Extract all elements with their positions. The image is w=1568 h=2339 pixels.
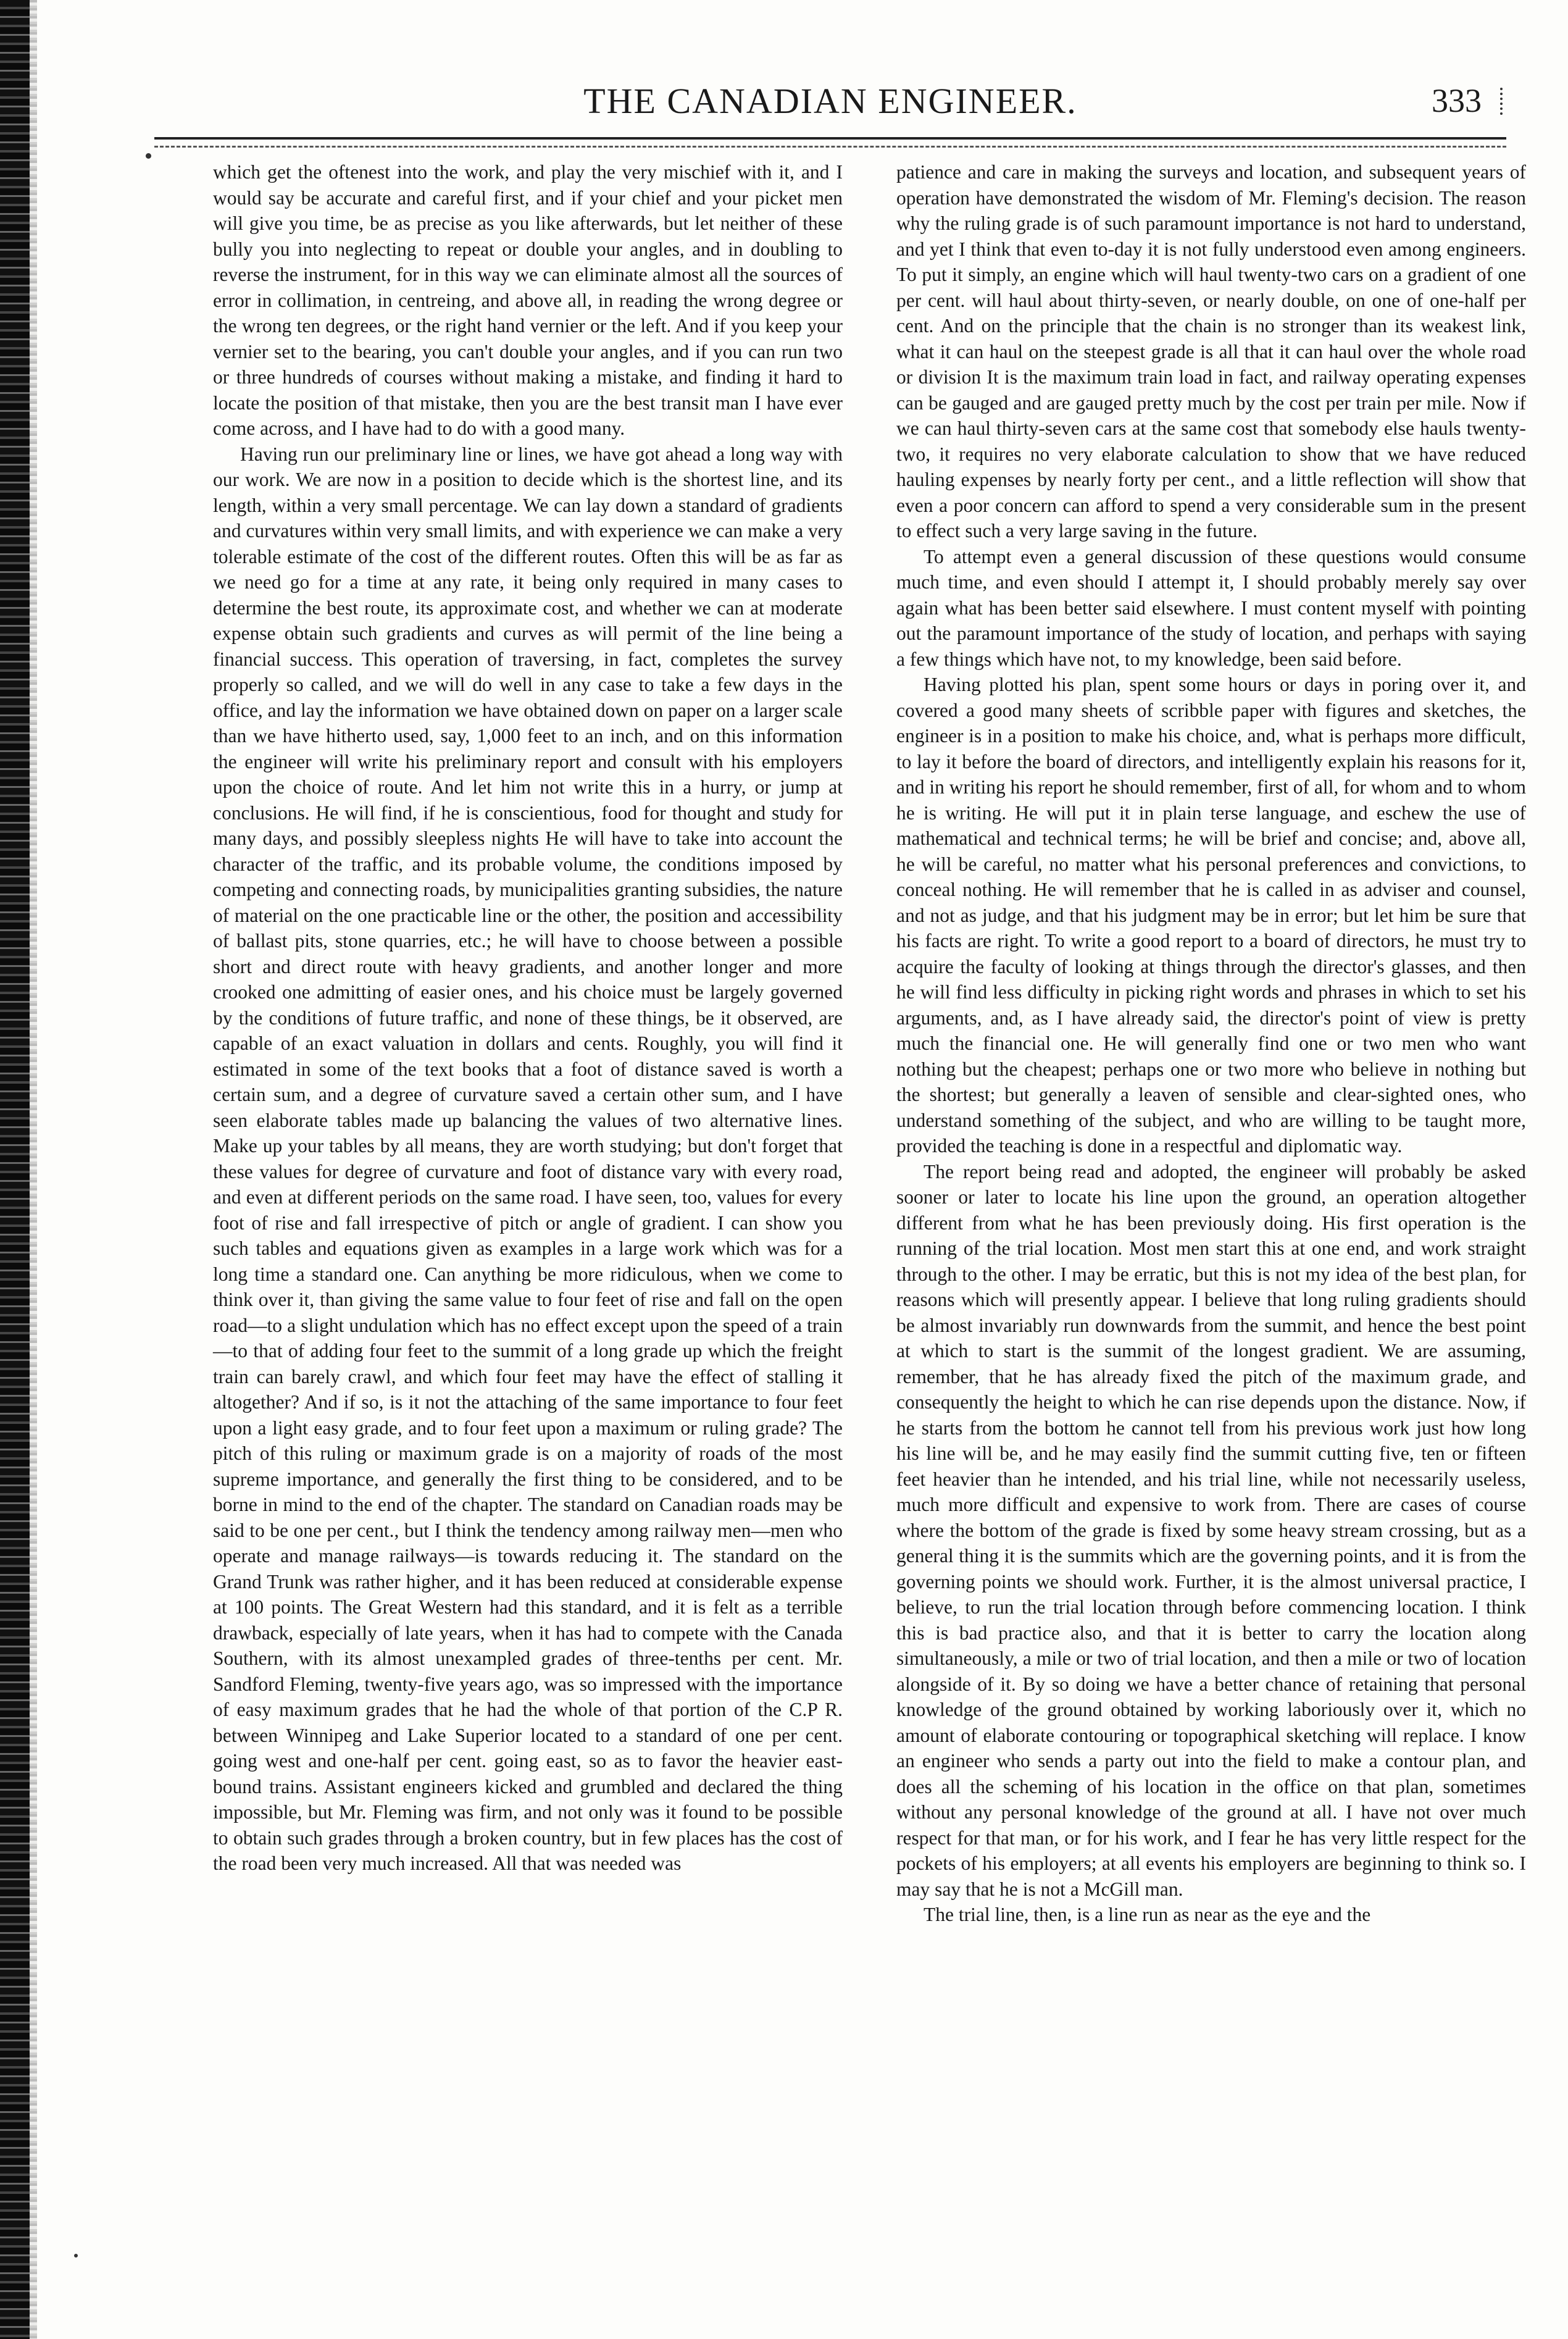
paragraph: The trial line, then, is a line run as near as the eye and the <box>924 1904 1371 1925</box>
header-rule <box>154 137 1506 140</box>
page-gutter-shadow <box>30 0 37 2339</box>
paragraph: which get the oftenest into the work, and play the very mischief with it, and I would say be accurate and careful first, and if your chief and your picket men will give you time, be as precise as you like afterwards, but let neither of these bully you into neglecting to repeat or double your angles, and in doubling to reverse the instrument, for in this way we can eliminate almost all the sources of error in collimation, in centreing, and above all, in reading the wrong degree or the wrong ten degrees, or the right hand vernier or the left. And if you keep your vernier set to the bearing, you can't double your angles, and if you can run two or three hundreds of courses without making a mistake, and finding it hard to locate the position of that mistake, then you are the best transit man I have ever come across, and I have had to do with a good many. <box>213 161 843 439</box>
paragraph: patience and care in making the surveys and location, and subsequent years of operation have demonstrated the wisdom of Mr. Fleming's decision. The reason why the ruling grade is of such paramount importance is not hard to understand, and yet I think that even to-day it is not fully understood even among engineers. To put it simply, an engine which will haul twenty-two cars on a gradient of one per cent. will haul about thirty-seven, or nearly double, on one of one-half per cent. And on the principle that the chain is no stronger than its weakest link, what it can haul on the steepest grade is all that it can haul over the whole road or division It is the maximum train load in fact, and railway operating expenses can be gauged and are gauged pretty much by the cost per train per mile. Now if we can haul thirty-seven cars at the same cost that somebody else hauls twenty-two, it requires no very elaborate calculation to show that we have reduced hauling expenses by nearly forty per cent., and a little reflection will show that even a poor concern can afford to spend a very considerable sum in the present to effect such a very large saving in the future. <box>896 161 1526 542</box>
margin-mark <box>1500 88 1506 115</box>
paragraph: To attempt even a general discussion of these questions would consume much time, and even should I attempt it, I should probably merely say over again what has been better said elsewhere. I must content myself with pointing out the paramount importance of the study of location, and perhaps with saying a few things which have not, to my knowledge, been said before. <box>896 545 1526 670</box>
running-header <box>154 79 1506 132</box>
stray-mark <box>146 153 151 159</box>
stray-mark <box>74 2254 78 2257</box>
paragraph: Having plotted his plan, spent some hours or days in poring over it, and covered a good many sheets of scribble paper with figures and sketches, the engineer is in a position to make his choice, and, what is perhaps more difficult, to lay it before the board of directors, and intelligently explain his reasons for it, and in writing his report he should remember, first of all, for whom and to whom he is writing. He will put it in plain terse language, and eschew the use of mathematical and technical terms; he will be brief and concise; and, above all, he will be careful, no matter what his personal preferences and convictions, to conceal nothing. He will remember that he is called in as adviser and counsel, and not as judge, and that his judgment may be in error; but let him be sure that his facts are right. To write a good report to a board of directors, he must try to acquire the faculty of looking at things through the director's glasses, and then he will find less difficulty in picking right words and phrases in which to set his arguments, and, as I have already said, the director's point of view is pretty much the financial one. He will generally find one or two men who want nothing but the cheapest; perhaps one or two more who believe in nothing but the shortest; but generally a leaven of sensible and clear-sighted ones, who understand something of the subject, and who are willing to be taught more, provided the teaching is done in a respectful and diplomatic way. <box>896 674 1526 1157</box>
header-rule-dashed <box>154 146 1506 148</box>
journal-title: THE CANADIAN ENGINEER. <box>583 81 1077 121</box>
page-number: 333 <box>1432 82 1482 119</box>
paragraph: Having run our preliminary line or lines, we have got ahead a long way with our work. We are now in a position to decide which is the shortest line, and its length, within a very small percentage. We can lay down a standard of gradients and curvatures within very small limits, and with experience we can make a very tolerable estimate of the cost of the different routes. Often this will be as far as we need go for a time at any rate, it being only required in many cases to determine the best route, its approximate cost, and whether we can at moderate expense obtain such gradients and curves as will permit of the line being a financial success. This operation of traversing, in fact, completes the survey properly so called, and we will do well in any case to take a few days in the office, and lay the information we have obtained down on paper on a larger scale than we have hitherto used, say, 1,000 feet to an inch, and on this information the engineer will write his preliminary report and consult with his employers upon the choice of route. And let him not write this in a hurry, or jump at conclusions. He will find, if he is conscientious, food for thought and study for many days, and possibly sleepless nights He will have to take into account the character of the traffic, and its probable volume, the conditions imposed by competing and connecting roads, by municipalities granting subsidies, the nature of material on the one practicable line or the other, the position and accessibility of ballast pits, stone quarries, etc.; he will have to choose between a possible short and direct route with heavy gradients, and another longer and more crooked one admitting of easier ones, and his choice must be largely governed by the conditions of future traffic, and none of these things, be it observed, are capable of an exact valuation in dollars and cents. Roughly, you will find it estimated in some of the text books that a foot of distance saved is worth a certain sum, and a degree of curvature saved a certain other sum, and I have seen elaborate tables made up balancing the values of two alternative lines. Make up your tables by all means, they are worth studying; but don't forget that these values for degree of curvature and foot of distance vary with every road, and even at different periods on the same road. I have seen, too, values for every foot of rise and fall irrespective of pitch or angle of gradient. I can show you such tables and equations given as examples in a large work which was for a long time a standard one. Can anything be more ridiculous, when we come to think over it, than giving the same value to four feet of rise and fall on the open road—to a slight undulation which has no effect except upon the speed of a train—to that of adding four feet to the summit of a long grade up which the freight train can barely crawl, and which four feet may have the effect of stalling it altogether? And if so, is it not the attaching of the same importance to four feet upon a light easy grade, and to four feet upon a maximum or ruling grade? The pitch of this ruling or maximum grade is on a majority of roads of the most supreme importance, and generally the first thing to be considered, and to be borne in mind to the end of the chapter. The standard on Canadian roads may be said to be one per cent., but I think the tendency among railway men—men who operate and manage railways—is towards reducing it. The standard on the Grand Trunk was rather higher, and it has been reduced at considerable expense at 100 points. The Great Western had this standard, and it is felt as a terrible drawback, especially of late years, when it has had to compete with the Canada Southern, with its almost unexampled grades of three-tenths per cent. Mr. Sandford Fleming, twenty-five years ago, was so impressed with the importance of easy maximum grades that he had the whole of that portion of the C.P R. between Winnipeg and Lake Superior located to a standard of one per cent. going west and one-half per cent. going east, so as to favor the heavier east-bound trains. Assistant engineers kicked and grumbled and declared the thing impossible, but Mr. Fleming was firm, and not only was it found to be possible to obtain such grades through a broken country, but in few places has the cost of the road been very much increased. All that was needed was <box>213 443 843 1874</box>
text-column-right <box>896 159 1526 1928</box>
book-spine-edge <box>0 0 30 2339</box>
paragraph: The report being read and adopted, the engineer will probably be asked sooner or later to locate his line upon the ground, an operation altogether different from what he has been previously doing. His first operation is the running of the trial location. Most men start this at one end, and work straight through to the other. I may be erratic, but this is not my idea of the best plan, for reasons which will presently appear. I believe that long ruling gradients should be almost invariably run downwards from the summit, and hence the best point at which to start is the summit of the longest gradient. We are assuming, remember, that he has already fixed the pitch of the maximum grade, and consequently the height to which he can rise depends upon the distance. Now, if he starts from the bottom he cannot tell from his previous work just how long his line will be, and he may easily find the summit cutting five, ten or fifteen feet heavier than he intended, and his trial line, while not necessarily useless, much more difficult and expensive to work from. There are cases of course where the bottom of the grade is fixed by some heavy stream crossing, but as a general thing it is the summits which are the governing points, and it is from the governing points we should work. Further, it is the almost universal practice, I believe, to run the trial location through before commencing location. I think this is bad practice also, and that it is better to carry the location along simultaneously, a mile or two of trial location, and then a mile or two of location alongside of it. By so doing we have a better chance of retaining that personal knowledge of the ground obtained by working laboriously over it, which no amount of elaborate contouring or topographical sketching will replace. I know an engineer who sends a party out into the field to make a contour plan, and does all the scheming of his location in the office on that plan, sometimes without any personal knowledge of the ground at all. I have not over much respect for that man, or for his work, and I fear he has very little respect for the pockets of his employers; at all events his employers are beginning to think so. I may say that he is not a McGill man. <box>896 1160 1526 1900</box>
text-column-left <box>213 159 843 1877</box>
